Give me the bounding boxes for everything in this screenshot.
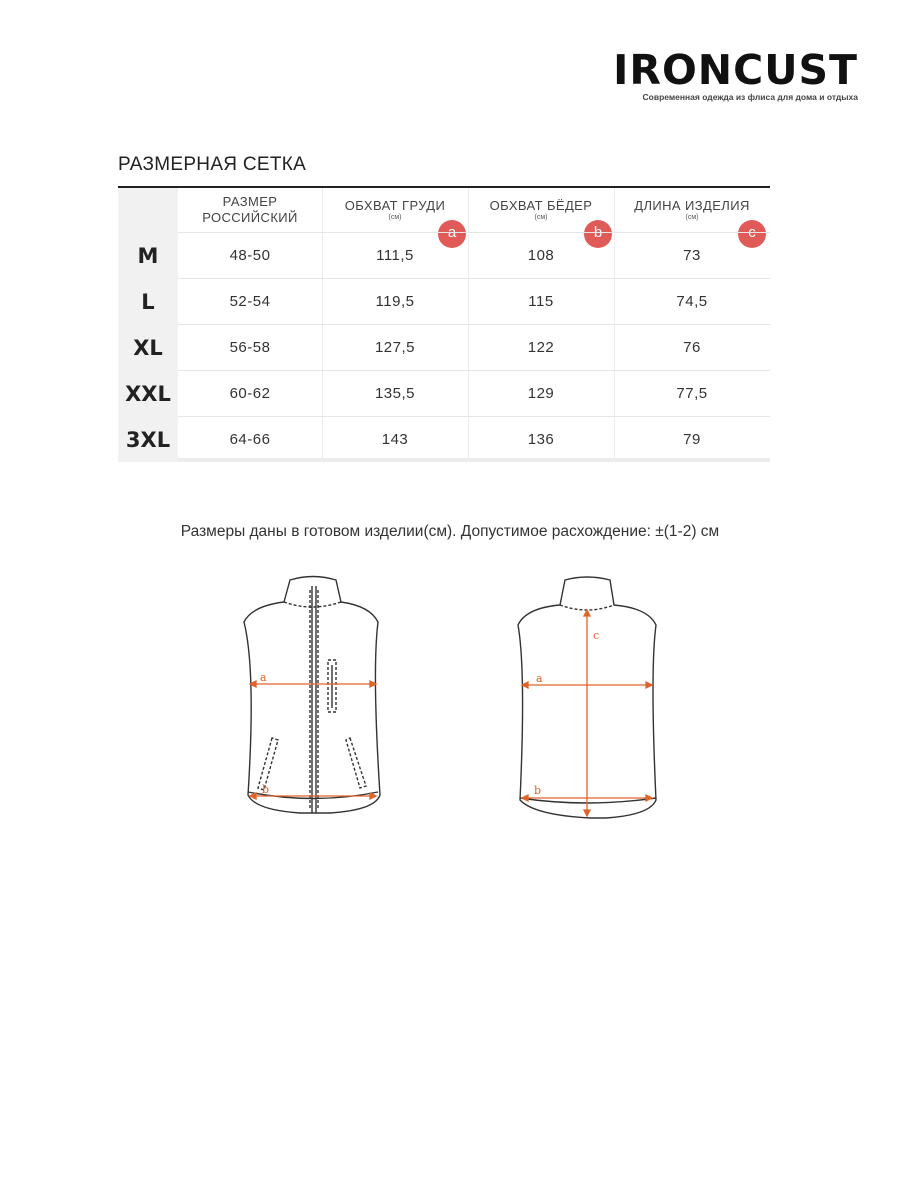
cell-length: 73 (683, 247, 701, 264)
label-b: b (534, 784, 542, 797)
cell-ru: 52-54 (229, 293, 271, 310)
vest-front-diagram (220, 570, 410, 830)
brand-logo (613, 48, 858, 102)
cell-hips: 115 (528, 293, 554, 310)
header-label: ОБХВАТ ГРУДИ (344, 198, 446, 213)
cell-hips: 136 (527, 431, 555, 448)
label-b: b (262, 783, 270, 796)
cell-chest: 127,5 (374, 339, 416, 356)
header-label: ДЛИНА ИЗДЕЛИЯ (634, 198, 750, 213)
brand-tagline: Современная одежда из флиса для дома и отдыха (642, 92, 858, 102)
page-title: РАЗМЕРНАЯ СЕТКА (118, 154, 307, 175)
header-label: ОБХВАТ БЁДЕР (489, 198, 593, 213)
table-row (118, 233, 770, 279)
cell-chest: 135,5 (374, 385, 416, 402)
header-unit: (см) (388, 214, 402, 221)
label-c: c (593, 629, 600, 642)
vest-back-diagram (510, 570, 700, 830)
cell-hips: 108 (527, 247, 555, 264)
size-label: XXL (125, 382, 171, 406)
cell-length: 79 (683, 431, 701, 448)
table-row (118, 371, 770, 417)
label-a: a (536, 672, 543, 685)
header-unit: (см) (685, 214, 699, 221)
cell-length: 76 (683, 339, 701, 356)
cell-ru: 64-66 (229, 431, 271, 448)
size-note: Размеры даны в готовом изделии(см). Допустимое расхождение: ±(1-2) см (180, 523, 720, 540)
cell-ru: 60-62 (229, 385, 271, 402)
brand-name: IRONCUST (613, 46, 858, 94)
table-row (118, 279, 770, 325)
label-a: a (260, 671, 267, 684)
cell-hips: 129 (527, 385, 555, 402)
cell-ru: 56-58 (229, 339, 271, 356)
header-label: РОССИЙСКИЙ (202, 210, 298, 225)
cell-chest: 119,5 (375, 293, 415, 310)
table-row (118, 417, 770, 463)
size-label: XL (133, 336, 163, 360)
cell-chest: 143 (381, 431, 409, 448)
header-russian-size (178, 188, 322, 232)
header-unit: (см) (534, 214, 548, 221)
table-row (118, 325, 770, 371)
cell-chest: 111,5 (376, 247, 414, 264)
cell-length: 77,5 (676, 385, 708, 402)
cell-ru: 48-50 (229, 247, 271, 264)
cell-hips: 122 (527, 339, 555, 356)
size-label: L (141, 290, 155, 314)
header-label: РАЗМЕР (222, 194, 278, 209)
size-label: 3XL (125, 428, 171, 452)
size-label: M (137, 244, 159, 268)
cell-length: 74,5 (676, 293, 708, 310)
